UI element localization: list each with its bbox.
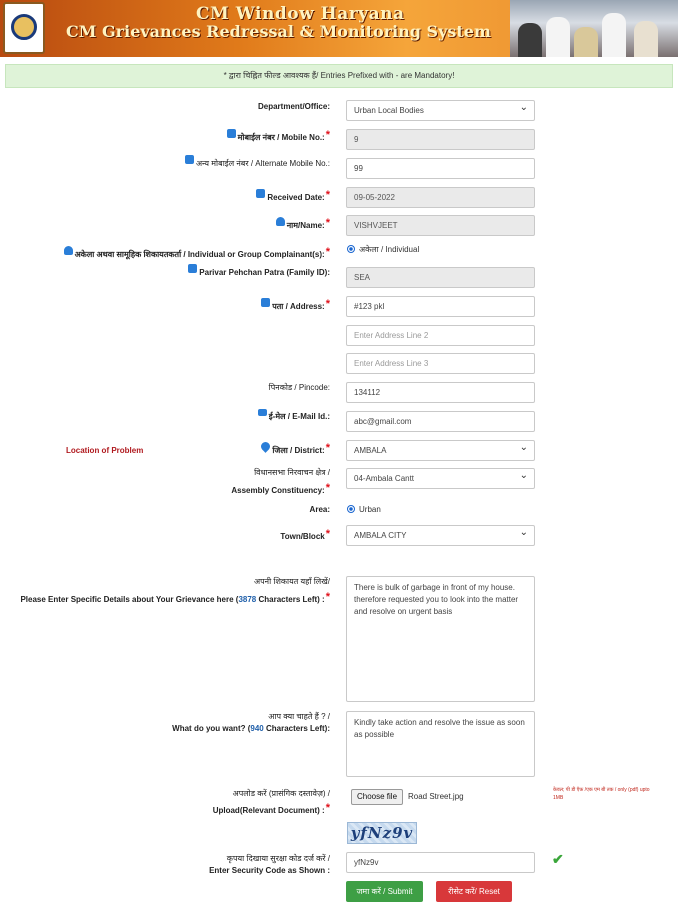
grievance-label-line1: अपनी शिकायत यहाँ लिखें/ [254, 577, 330, 586]
grievance-label: Please Enter Specific Details about Your Grievance here (3878 Characters Left) :* [20, 591, 330, 604]
captcha-image: yfNz9v [347, 822, 417, 844]
email-label: ई-मेल / E-Mail Id.: [258, 411, 330, 423]
header-banner [0, 0, 678, 57]
name-label: नाम/Name:* [276, 219, 330, 232]
address-label: पता / Address:* [261, 300, 330, 313]
address-line1-field[interactable]: #123 pkl [346, 296, 535, 317]
town-select[interactable]: AMBALA CITY ⌄ [346, 525, 535, 546]
email-field[interactable]: abc@gmail.com [346, 411, 535, 432]
captcha-label: Enter Security Code as Shown : [209, 866, 330, 875]
email-icon [258, 409, 267, 416]
upload-label: Upload(Relevant Document) :* [212, 802, 330, 815]
building-icon [261, 298, 270, 307]
urban-radio[interactable]: Urban [347, 505, 381, 515]
selected-file-name: Road Street.jpg [408, 792, 464, 801]
phone-icon [185, 155, 194, 164]
user-icon [276, 217, 285, 226]
family-id-label: Parivar Pehchan Patra (Family ID): [188, 267, 330, 279]
reset-button[interactable]: रीसेट करें/ Reset [436, 881, 512, 902]
name-field[interactable]: VISHVJEET [346, 215, 535, 236]
grievance-textarea[interactable]: There is bulk of garbage in front of my house. therefore requested you to look into the matter and resolve on urgent basis [346, 576, 535, 702]
captcha-label-line1: कृपया दिखाया सुरक्षा कोड दर्ज करें / [226, 854, 330, 863]
upload-note: केवल; पी डी ऍफ़ /एक एम बी तक / only (pdf) upto 1MB [553, 787, 650, 801]
header-title-line1: CM Window Haryana [196, 4, 405, 24]
location-pin-icon [259, 441, 272, 454]
header-photo-image [510, 0, 678, 57]
phone-icon [227, 129, 236, 138]
town-label: Town/Block* [280, 528, 330, 541]
district-select[interactable]: AMBALA ⌄ [346, 440, 535, 461]
want-label: What do you want? (940 Characters Left): [172, 724, 330, 733]
header-title-line2: CM Grievances Redressal & Monitoring System [66, 22, 491, 41]
individual-radio[interactable]: अकेला / Individual [347, 245, 419, 255]
mandatory-notice: * द्वारा चिह्नित फील्ड आवश्यक हैं/ Entries Prefixed with - are Mandatory! [5, 64, 673, 88]
address-line2-field[interactable]: Enter Address Line 2 [346, 325, 535, 346]
location-heading: Location of Problem [66, 446, 144, 455]
department-label: Department/Office: [257, 102, 330, 111]
district-label: जिला / District:* [261, 444, 330, 457]
assembly-label-line1: विधानसभा निरवाचन क्षेत्र / [254, 468, 330, 477]
mobile-field[interactable]: 9 [346, 129, 535, 150]
pincode-field[interactable]: 134112 [346, 382, 535, 403]
pincode-label: पिनकोड / Pincode: [268, 383, 330, 392]
alternate-mobile-label: अन्य मोबाईल नंबर / Alternate Mobile No.: [185, 158, 330, 170]
department-select[interactable]: Urban Local Bodies ⌄ [346, 100, 535, 121]
received-date-label: Received Date:* [256, 191, 330, 204]
area-label: Area: [309, 505, 330, 514]
checkmark-icon: ✔ [552, 851, 564, 867]
calendar-icon [256, 189, 265, 198]
complainant-label: अकेला अथवा सामूहिक शिकायतकर्ता / Individual or Group Complainant(s):* [64, 248, 330, 261]
user-icon [64, 246, 73, 255]
upload-label-line1: अपलोड करें (प्रासंगिक दस्तावेज़) / [232, 789, 330, 798]
address-line3-field[interactable]: Enter Address Line 3 [346, 353, 535, 374]
submit-button[interactable]: जमा करें / Submit [346, 881, 423, 902]
mobile-label: मोबाईल नंबर / Mobile No.:* [227, 131, 330, 144]
assembly-label: Assembly Constituency:* [231, 482, 330, 495]
received-date-field[interactable]: 09-05-2022 [346, 187, 535, 208]
want-chars-left: 940 [250, 724, 264, 733]
id-card-icon [188, 264, 197, 273]
captcha-field[interactable]: yfNz9v [346, 852, 535, 873]
assembly-select[interactable]: 04-Ambala Cantt ⌄ [346, 468, 535, 489]
haryana-emblem-icon [3, 2, 45, 54]
want-label-line1: आप क्या चाहते हैं ? / [268, 712, 330, 721]
choose-file-button[interactable]: Choose file [351, 789, 403, 805]
want-textarea[interactable]: Kindly take action and resolve the issue as soon as possible [346, 711, 535, 777]
family-id-field[interactable]: SEA [346, 267, 535, 288]
alternate-mobile-field[interactable]: 99 [346, 158, 535, 179]
grievance-chars-left: 3878 [238, 595, 257, 604]
